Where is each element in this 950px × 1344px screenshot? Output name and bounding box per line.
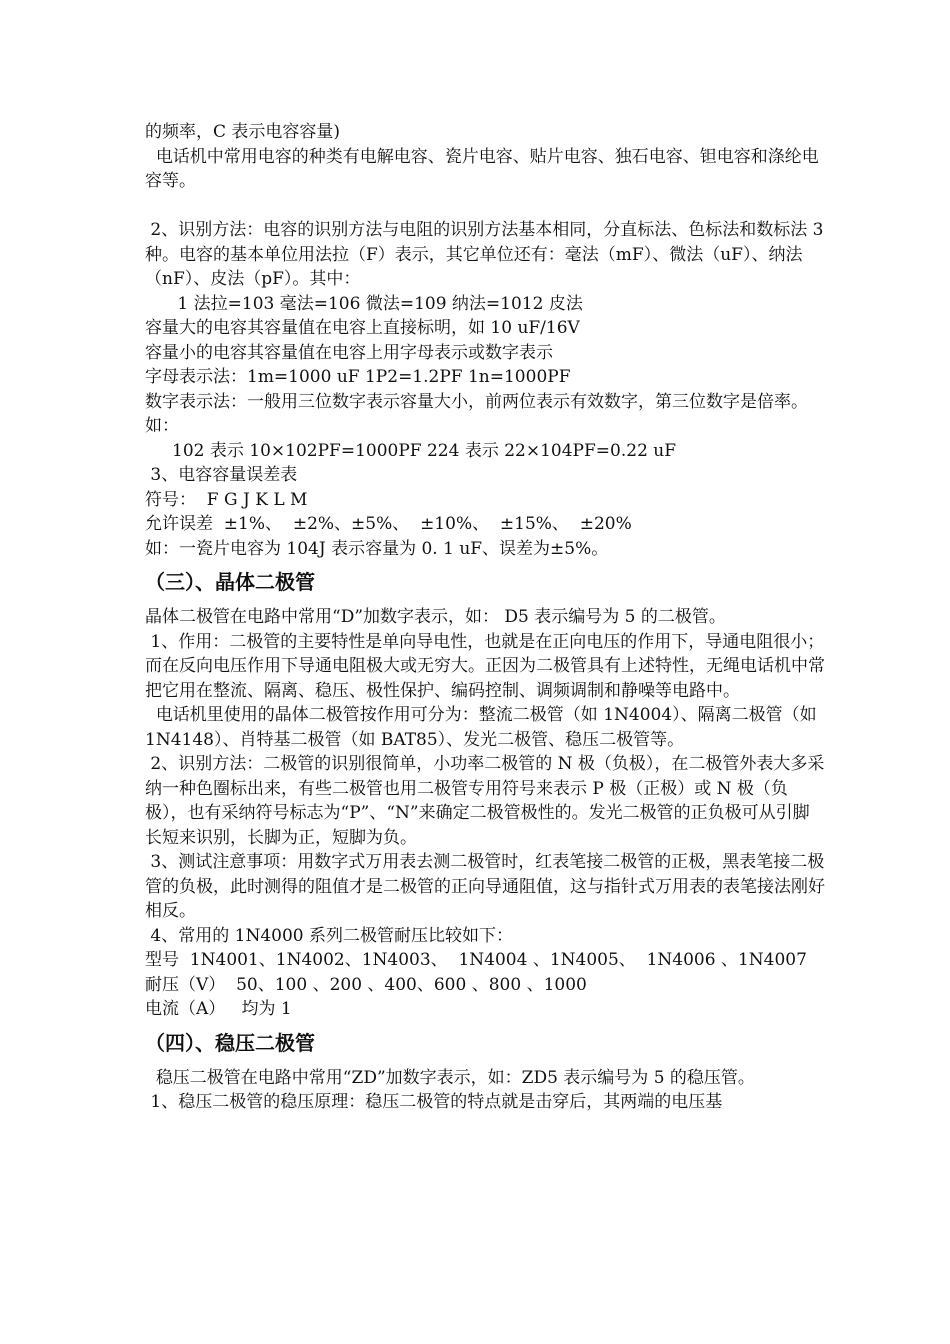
paragraph: 2、识别方法：电容的识别方法与电阻的识别方法基本相同，分直标法、色标法和数标法 3 种。电容的基本单位用法拉（F）表示，其它单位还有：毫法（mF）、微法（uF）、纳法（nF）、皮法（pF）。其中： xyxy=(145,220,829,289)
document-body xyxy=(145,120,829,1115)
paragraph: 3、测试注意事项：用数字式万用表去测二极管时，红表笔接二极管的正极，黑表笔接二极管的负极，此时测得的阻值才是二极管的正向导通阻值，这与指针式万用表的表笔接法刚好相反。 xyxy=(145,852,825,921)
blank-line xyxy=(145,194,825,219)
paragraph: 的频率，C 表示电容容量) xyxy=(145,122,341,142)
paragraph: 晶体二极管在电路中常用“D”加数字表示，如： D5 表示编号为 5 的二极管。 xyxy=(145,607,726,627)
paragraph: 数字表示法：一般用三位数字表示容量大小，前两位表示有效数字，第三位数字是倍率。如： xyxy=(145,391,808,436)
paragraph: 容量大的电容其容量值在电容上直接标明，如 10 uF/16V xyxy=(145,318,580,338)
section-heading-3: （三）、晶体二极管 xyxy=(145,570,315,594)
paragraph: 容量小的电容其容量值在电容上用字母表示或数字表示 xyxy=(145,342,553,363)
paragraph: 3、电容容量误差表 xyxy=(145,465,298,485)
paragraph: 字母表示法：1m=1000 uF 1P2=1.2PF 1n=1000PF xyxy=(145,367,571,387)
paragraph: 耐压（V） 50、100 、200 、400、600 、800 、1000 xyxy=(145,974,587,995)
paragraph: 2、识别方法：二极管的识别很简单，小功率二极管的 N 极（负极），在二极管外表大多采纳一种色圈标出来，有些二极管也用二极管专用符号来表示 P 极（正极）或 N 极（负极），也有采纳符号标志为“P”、“N”来确定二极管极性的。发光二极管的正负极可从引脚长短来识别，长脚为正，短脚为负。 xyxy=(145,754,825,848)
paragraph: 型号 1N4001、1N4002、1N4003、 1N4004 、1N4005、 1N4006 、1N4007 xyxy=(145,950,807,970)
paragraph: 4、常用的 1N4000 系列二极管耐压比较如下： xyxy=(145,925,513,946)
section-heading-4: （四）、稳压二极管 xyxy=(145,1030,315,1055)
paragraph: 电话机中常用电容的种类有电解电容、瓷片电容、贴片电容、独石电容、钽电容和涤纶电容等。 xyxy=(145,146,819,191)
paragraph: 1、作用：二极管的主要特性是单向导电性，也就是在正向电压的作用下，导通电阻很小；而在反向电压作用下导通电阻极大或无穷大。正因为二极管具有上述特性，无绳电话机中常把它用在整流、隔离、稳压、极性保护、编码控制、调频调制和静噪等电路中。 xyxy=(145,631,825,701)
paragraph: 如：一瓷片电容为 104J 表示容量为 0. 1 uF、误差为±5%。 xyxy=(145,538,609,559)
paragraph: 1 法拉=103 毫法=106 微法=109 纳法=1012 皮法 xyxy=(145,293,583,314)
paragraph: 符号： F G J K L M xyxy=(145,489,308,510)
paragraph: 稳压二极管在电路中常用“ZD”加数字表示，如：ZD5 表示编号为 5 的稳压管。 xyxy=(145,1067,755,1088)
paragraph: 电流（A） 均为 1 xyxy=(145,999,292,1019)
paragraph: 允许误差 ±1%、 ±2%、±5%、 ±10%、 ±15%、 ±20% xyxy=(145,514,632,534)
paragraph: 电话机里使用的晶体二极管按作用可分为：整流二极管（如 1N4004）、隔离二极管（如 1N4148）、肖特基二极管（如 BAT85）、发光二极管、稳压二极管等。 xyxy=(145,705,823,750)
paragraph: 102 表示 10×102PF=1000PF 224 表示 22×104PF=0.22 uF xyxy=(145,440,677,461)
paragraph: 1、稳压二极管的稳压原理：稳压二极管的特点就是击穿后，其两端的电压基 xyxy=(145,1092,723,1112)
